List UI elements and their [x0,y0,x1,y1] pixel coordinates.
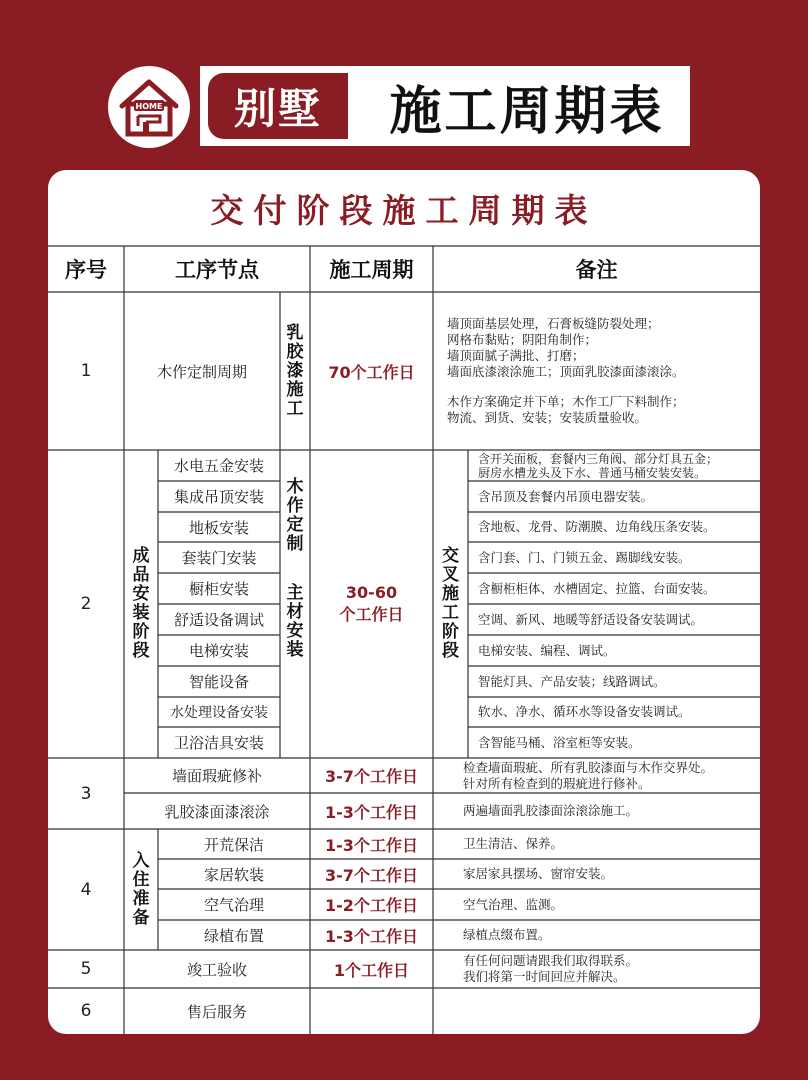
row4-remark: 家居家具摆场、窗帘安装。 [463,866,614,881]
row3-remark-line: 两遍墙面乳胶漆面涂滚涂施工。 [463,803,639,818]
row2-step: 集成吊顶安装 [173,488,264,506]
row2-remark-line: 含地板、龙骨、防潮膜、边角线压条安装。 [478,519,716,534]
header-remark: 备注 [575,258,618,282]
row2-remark [468,450,760,481]
row2-remark-line: 含吊顶及套餐内吊顶电器安装。 [478,488,654,504]
stage-finished-install [124,450,158,758]
stage-latex-paint [280,292,310,450]
row2-remark [468,604,760,635]
row3-step: 乳胶漆面漆滚涂 [164,802,270,821]
row2-period-line2: 个工作日 [339,605,404,624]
stage-cross [433,450,468,758]
row4-period: 3-7个工作日 [325,865,418,885]
row5-seq: 5 [80,959,92,979]
row2-remark-line: 电梯安装、编程、调试。 [478,642,616,658]
row6-step: 售后服务 [186,1002,247,1021]
row2-remark-line: 智能灯具、产品安装；线路调试。 [478,673,666,689]
schedule-panel [48,170,760,1034]
title-banner [200,66,690,146]
stage-cross-text: 交叉施工阶段 [442,546,459,661]
row2-remark-line: 软水、净水、循环水等设备安装调试。 [478,704,691,719]
row3-remark-line: 针对所有检查到的瑕疵进行修补。 [463,775,651,791]
row1-remark-line: 木作方案确定并下单；木作工厂下料制作； [447,394,685,409]
row2-remark [468,697,760,727]
row2-step: 橱柜安装 [188,580,249,598]
row2-remark-line: 厨房水槽龙头及下水、普通马桶安装安装。 [478,465,707,480]
row4-step: 空气治理 [203,896,264,914]
row6-seq: 6 [80,1001,92,1021]
row2-seq: 2 [80,594,92,614]
row2-step: 水处理设备安装 [170,705,268,721]
stage-move-in [124,829,158,950]
row3-remark [433,793,760,829]
row2-remark-line: 含门套、门、门锁五金、踢脚线安装。 [478,549,691,565]
stage-woodwork-custom-text: 木作定制 [286,477,304,554]
row2-remark-line: 空调、新风、地暖等舒适设备安装调试。 [478,611,704,627]
row5-remark [433,950,760,988]
row3-period: 1-3个工作日 [325,802,418,822]
row1-remark-line: 墙面底漆滚涂施工；顶面乳胶漆面漆滚涂。 [447,364,685,379]
row2-step: 地板安装 [188,518,249,537]
stage-main-material [280,576,310,668]
row3-remark-line: 检查墙面瑕疵、所有乳胶漆面与木作交界处。 [463,759,714,775]
header-period: 施工周期 [329,258,414,282]
row4-step: 家居软装 [203,865,264,884]
row5-step: 竣工验收 [186,960,247,979]
row4-period: 1-3个工作日 [325,835,418,855]
header-seq: 序号 [65,258,107,282]
row4-period: 1-2个工作日 [325,896,418,915]
row2-step: 智能设备 [188,673,249,691]
row2-remark [468,542,760,573]
row2-step: 套装门安装 [181,549,257,567]
row1-remark [433,292,760,450]
row4-remark: 空气治理、监测。 [463,896,564,912]
row3-period: 3-7个工作日 [325,767,418,786]
row5-remark-line: 我们将第一时间回应并解决。 [463,969,626,984]
row3-remark [433,758,760,793]
table-title: 交付阶段施工周期表 [210,190,598,230]
stage-latex-paint-text: 乳胶漆施工 [286,322,304,419]
row2-remark [468,512,760,542]
row4-seq: 4 [80,879,92,900]
row4-step: 绿植布置 [203,926,264,945]
row2-step: 舒适设备调试 [173,611,264,629]
row2-period-line1: 30-60 [345,583,398,602]
row1-remark-line: 网格布黏贴；阴阳角制作； [447,332,598,347]
row2-step: 电梯安装 [188,642,249,660]
row3-seq: 3 [80,783,92,804]
row4-step: 开荒保洁 [203,835,264,854]
logo-text: HOME [135,102,163,111]
row1-step: 木作定制周期 [156,362,247,381]
row2-remark [468,666,760,697]
row2-step: 卫浴洁具安装 [173,734,264,752]
row4-remark: 卫生清洁、保养。 [463,836,564,851]
row2-remark [468,573,760,604]
header-step: 工序节点 [175,258,259,282]
row4-remark: 绿植点缀布置。 [463,927,551,942]
row2-remark [468,727,760,758]
row2-remark-line: 含智能马桶、浴室柜等安装。 [478,734,641,750]
row1-period: 70个工作日 [328,362,415,382]
home-logo [108,66,190,148]
stage-move-in-text: 入住准备 [132,850,150,928]
row2-remark [468,481,760,512]
title-villa: 别墅 [208,73,348,139]
row2-remark-line: 含开关面板，套餐内三角阀、部分灯具五金； [478,451,719,466]
row3-step: 墙面瑕疵修补 [171,767,262,785]
row2-remark-line: 含橱柜柜体、水槽固定、拉篮、台面安装。 [478,580,716,596]
stage-main-material-text: 主材安装 [286,583,304,660]
row2-remark [468,635,760,666]
stage-finished-install-text: 成品安装阶段 [132,546,150,661]
row1-remark-line [447,380,685,394]
row1-remark-line: 物流、到货、安装；安装质量验收。 [447,410,648,425]
row2-step: 水电五金安装 [173,457,264,475]
title-schedule: 施工周期表 [389,80,665,142]
row4-period: 1-3个工作日 [325,926,418,946]
house-icon [108,66,190,148]
row1-remark-line: 墙顶面腻子满批、打磨； [447,348,585,363]
row5-period: 1个工作日 [333,960,410,980]
row5-remark-line: 有任何问题请跟我们取得联系。 [463,953,639,968]
stage-woodwork-custom [280,470,310,562]
row2-period [310,450,433,758]
row1-seq: 1 [80,361,92,381]
row1-remark-line: 墙顶面基层处理，石膏板缝防裂处理； [447,316,660,331]
